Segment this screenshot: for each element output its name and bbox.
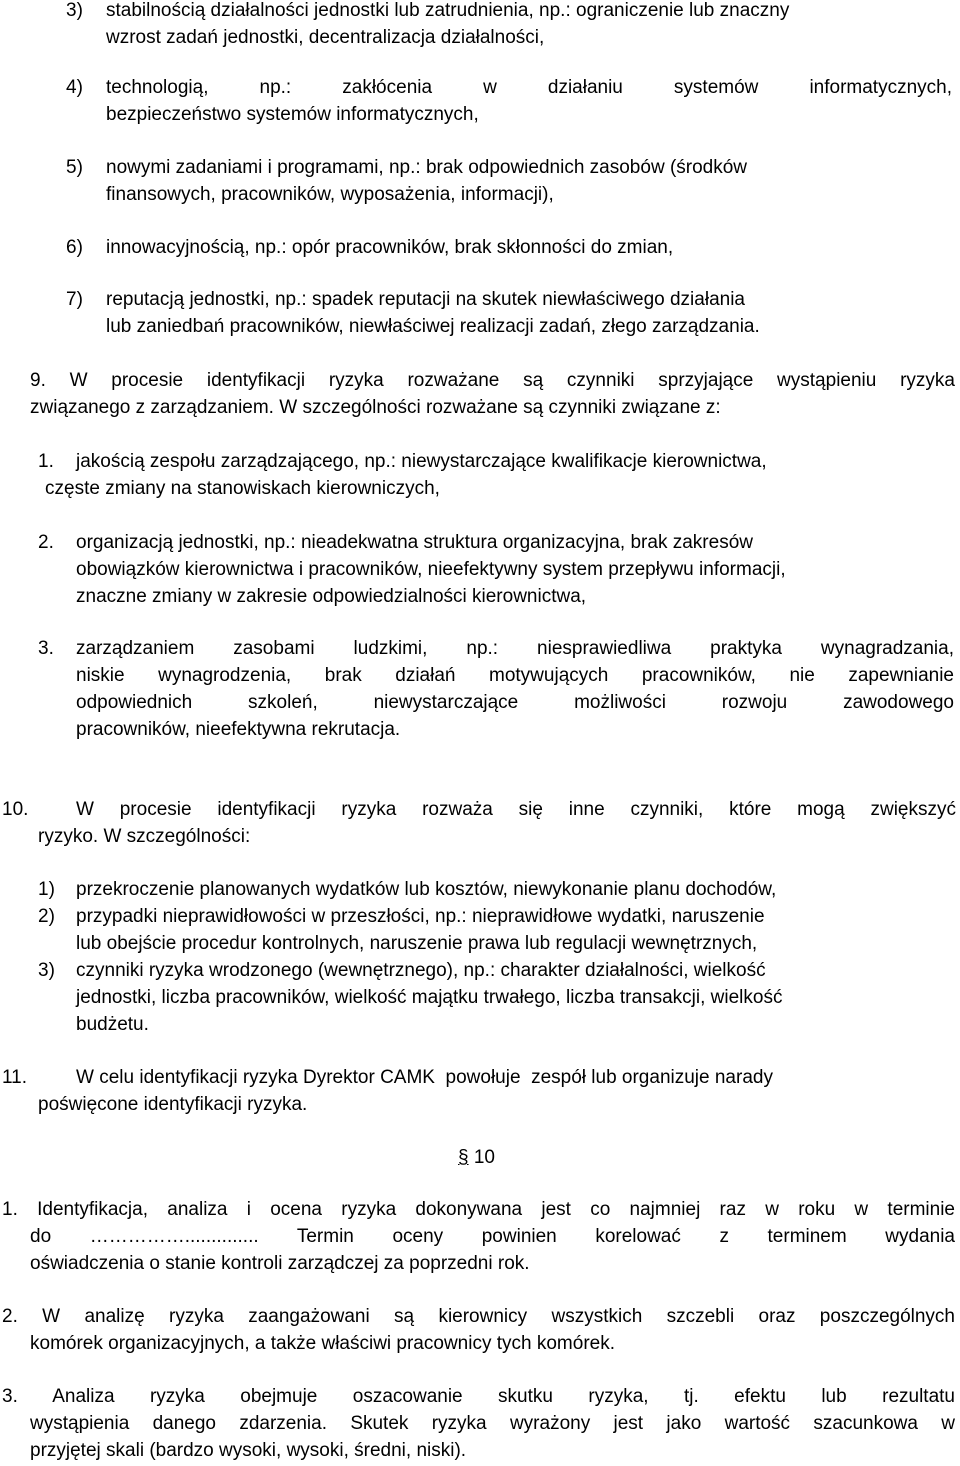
list-text: jednostki, liczba pracowników, wielkość majątku trwałego, liczba transakcji, wielkość — [76, 987, 783, 1008]
paragraph-text: poświęcone identyfikacji ryzyka. — [38, 1094, 308, 1115]
paragraph-number: 10. — [2, 799, 29, 820]
paragraph-text: W celu identyfikacji ryzyka Dyrektor CAMK powołuje zespół lub organizuje narady — [76, 1067, 773, 1088]
list-text: wzrost zadań jednostki, decentralizacja działalności, — [106, 27, 545, 48]
list-text: znaczne zmiany w zakresie odpowiedzialności kierownictwa, — [76, 586, 587, 607]
list-number: 7) — [66, 289, 83, 310]
paragraph-text: W procesie identyfikacji ryzyka rozważa się inne czynniki, które mogą zwiększyć — [76, 799, 956, 820]
list-text: nowymi zadaniami i programami, np.: brak odpowiednich zasobów (środków — [106, 157, 748, 178]
list-text: częste zmiany na stanowiskach kierowniczych, — [45, 478, 440, 499]
list-text: czynniki ryzyka wrodzonego (wewnętrznego), np.: charakter działalności, wielkość — [76, 960, 766, 981]
list-text: 1. Identyfikacja, analiza i ocena ryzyka dokonywana jest co najmniej raz w roku w terminie — [2, 1199, 955, 1220]
list-number: 3. — [38, 638, 54, 659]
section-number: 10 — [473, 1147, 495, 1168]
list-text: lub obejście procedur kontrolnych, naruszenie prawa lub regulacji wewnętrznych, — [76, 933, 758, 954]
list-text: przyjętej skali (bardzo wysoki, wysoki, średni, niski). — [30, 1440, 467, 1461]
list-text: finansowych, pracowników, wyposażenia, informacji), — [106, 184, 554, 205]
list-text: pracowników, nieefektywna rekrutacja. — [76, 719, 401, 740]
list-text: odpowiednich szkoleń, niewystarczające możliwości rozwoju zawodowego — [76, 692, 954, 713]
list-number: 1) — [38, 879, 55, 900]
list-text: do …………….............. Termin oceny powinien korelować z terminem wydania — [30, 1226, 955, 1247]
list-text: komórek organizacyjnych, a także właściwi pracownicy tych komórek. — [30, 1333, 615, 1354]
list-text: 3. Analiza ryzyka obejmuje oszacowanie skutku ryzyka, tj. efektu lub rezultatu — [2, 1386, 955, 1407]
list-number: 5) — [66, 157, 83, 178]
paragraph-text: 9. W procesie identyfikacji ryzyka rozważane są czynniki sprzyjające wystąpieniu ryzyka — [30, 370, 955, 391]
list-number: 3) — [66, 0, 83, 21]
list-number: 2) — [38, 906, 55, 927]
section-symbol: § — [458, 1147, 469, 1168]
list-text: budżetu. — [76, 1014, 149, 1035]
paragraph-text: ryzyko. W szczególności: — [38, 826, 251, 847]
list-text: lub zaniedbań pracowników, niewłaściwej realizacji zadań, złego zarządzania. — [106, 316, 760, 337]
list-text: jakością zespołu zarządzającego, np.: niewystarczające kwalifikacje kierownictwa, — [76, 451, 767, 472]
list-number: 6) — [66, 237, 83, 258]
paragraph-text: związanego z zarządzaniem. W szczególności rozważane są czynniki związane z: — [30, 397, 721, 418]
list-text: bezpieczeństwo systemów informatycznych, — [106, 104, 479, 125]
list-text: reputacją jednostki, np.: spadek reputacji na skutek niewłaściwego działania — [106, 289, 745, 310]
list-text: przypadki nieprawidłowości w przeszłości, np.: nieprawidłowe wydatki, naruszenie — [76, 906, 765, 927]
section-heading — [458, 1147, 495, 1169]
list-number: 4) — [66, 77, 83, 98]
list-text: organizacją jednostki, np.: nieadekwatna struktura organizacyjna, brak zakresów — [76, 532, 753, 553]
list-text: stabilnością działalności jednostki lub zatrudnienia, np.: ograniczenie lub znaczny — [106, 0, 790, 21]
list-text: niskie wynagrodzenia, brak działań motywujących pracowników, nie zapewnianie — [76, 665, 954, 686]
list-text: oświadczenia o stanie kontroli zarządczej za poprzedni rok. — [30, 1253, 530, 1274]
list-text: wystąpienia danego zdarzenia. Skutek ryzyka wyrażony jest jako wartość szacunkowa w — [30, 1413, 955, 1434]
list-text: obowiązków kierownictwa i pracowników, nieefektywny system przepływu informacji, — [76, 559, 786, 580]
list-number: 3) — [38, 960, 55, 981]
list-number: 2. — [38, 532, 54, 553]
list-text: zarządzaniem zasobami ludzkimi, np.: niesprawiedliwa praktyka wynagradzania, — [76, 638, 954, 659]
list-text: innowacyjnością, np.: opór pracowników, brak skłonności do zmian, — [106, 237, 674, 258]
list-number: 1. — [38, 451, 54, 472]
list-text: 2. W analizę ryzyka zaangażowani są kierownicy wszystkich szczebli oraz poszczególnych — [2, 1306, 955, 1327]
list-text: przekroczenie planowanych wydatków lub kosztów, niewykonanie planu dochodów, — [76, 879, 777, 900]
list-text: technologią, np.: zakłócenia w działaniu systemów informatycznych, — [106, 77, 952, 98]
paragraph-number: 11. — [2, 1067, 28, 1088]
